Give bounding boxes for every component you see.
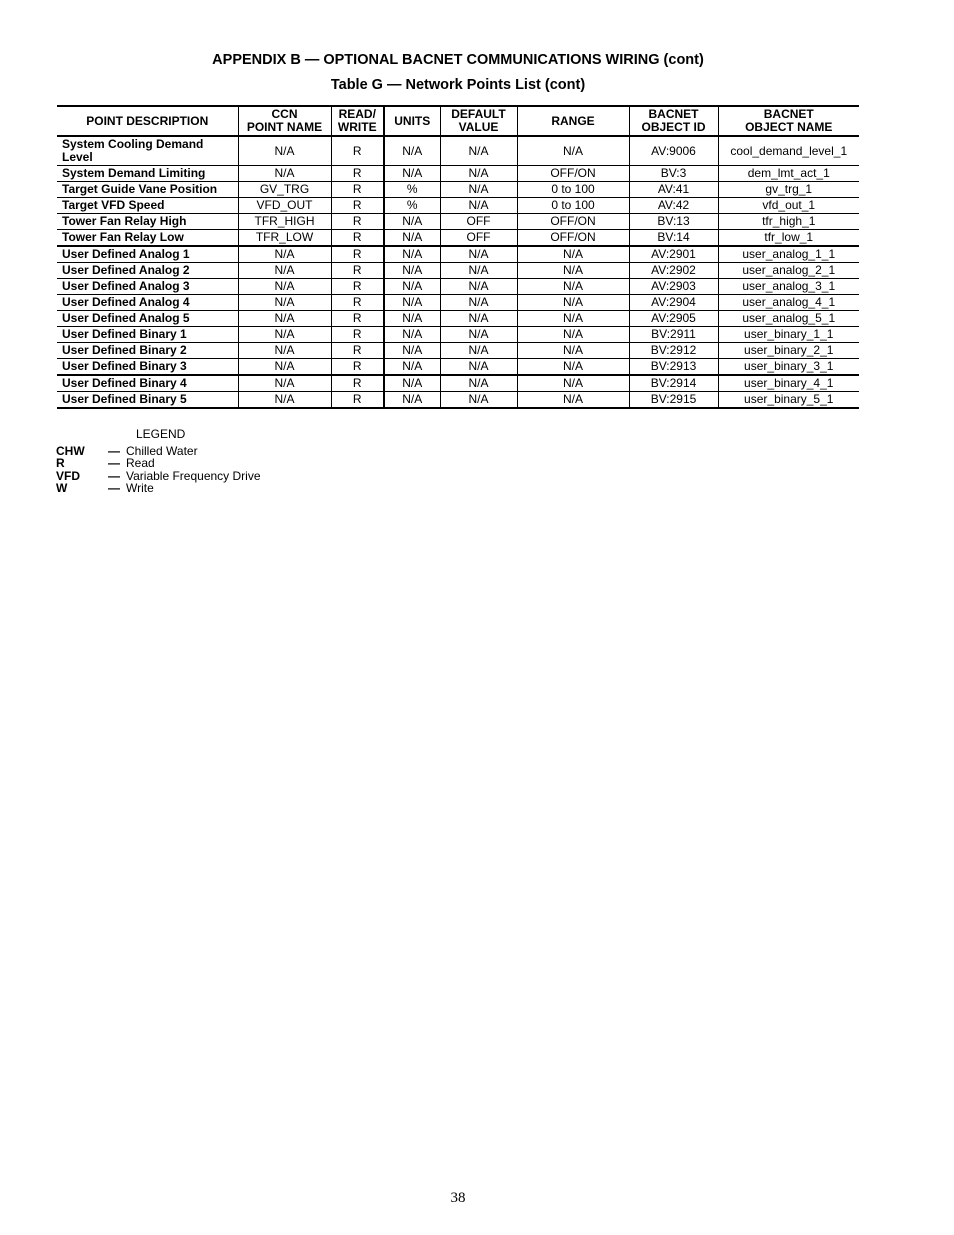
table-cell: N/A	[384, 375, 440, 392]
table-cell: OFF/ON	[517, 166, 629, 182]
legend-meaning: Variable Frequency Drive	[126, 468, 261, 483]
table-cell: %	[384, 198, 440, 214]
table-cell: Tower Fan Relay High	[57, 214, 238, 230]
table-title: Table G — Network Points List (cont)	[330, 77, 586, 93]
table-row	[57, 295, 859, 311]
table-cell: tfr_low_1	[718, 230, 859, 247]
table-cell: User Defined Analog 4	[57, 295, 238, 311]
table-cell: N/A	[384, 392, 440, 409]
legend-meaning: Read	[126, 456, 155, 470]
table-cell: AV:2905	[629, 311, 718, 327]
table-cell: N/A	[238, 246, 331, 263]
table-cell: R	[331, 166, 384, 182]
legend-item	[56, 470, 261, 483]
table-cell: dem_lmt_act_1	[718, 166, 859, 182]
table-cell: N/A	[440, 327, 517, 343]
table-cell: R	[331, 295, 384, 311]
appendix-title: APPENDIX B — OPTIONAL BACNET COMMUNICATIONS WIRING (cont)	[212, 52, 704, 68]
table-cell: N/A	[440, 166, 517, 182]
table-row	[57, 392, 859, 409]
table-cell: N/A	[517, 246, 629, 263]
table-cell: N/A	[440, 375, 517, 392]
table-cell: N/A	[517, 359, 629, 376]
table-cell: N/A	[440, 295, 517, 311]
legend	[56, 428, 261, 495]
table-cell: N/A	[440, 136, 517, 166]
table-cell: R	[331, 182, 384, 198]
table-row	[57, 198, 859, 214]
table-cell: N/A	[238, 375, 331, 392]
table-cell: AV:41	[629, 182, 718, 198]
table-cell: N/A	[440, 198, 517, 214]
legend-dash: —	[108, 481, 120, 495]
legend-abbreviation: W	[56, 481, 68, 495]
table-cell: VFD_OUT	[238, 198, 331, 214]
table-cell: N/A	[440, 359, 517, 376]
table-cell: System Demand Limiting	[57, 166, 238, 182]
table-cell: vfd_out_1	[718, 198, 859, 214]
table-cell: gv_trg_1	[718, 182, 859, 198]
table-cell: Target VFD Speed	[57, 198, 238, 214]
column-header: DEFAULT VALUE	[440, 106, 517, 136]
table-cell: N/A	[238, 279, 331, 295]
table-cell: N/A	[384, 230, 440, 247]
table-cell: R	[331, 136, 384, 166]
page-number: 38	[450, 1190, 466, 1206]
legend-abbreviation: R	[56, 456, 65, 470]
table-cell: OFF	[440, 214, 517, 230]
table-cell: N/A	[517, 279, 629, 295]
legend-meaning: Write	[126, 481, 154, 495]
table-cell: N/A	[517, 263, 629, 279]
legend-meaning: Chilled Water	[126, 443, 198, 458]
table-cell: user_binary_2_1	[718, 343, 859, 359]
table-cell: N/A	[517, 343, 629, 359]
legend-dash: —	[108, 443, 120, 458]
table-cell: user_analog_1_1	[718, 246, 859, 263]
table-cell: User Defined Binary 2	[57, 343, 238, 359]
table-cell: user_analog_5_1	[718, 311, 859, 327]
table-cell: BV:2912	[629, 343, 718, 359]
table-cell: AV:2903	[629, 279, 718, 295]
table-row	[57, 359, 859, 376]
table-cell: N/A	[384, 246, 440, 263]
table-cell: R	[331, 343, 384, 359]
table-cell: R	[331, 246, 384, 263]
table-cell: N/A	[238, 327, 331, 343]
table-cell: User Defined Analog 5	[57, 311, 238, 327]
table-row	[57, 311, 859, 327]
table-cell: N/A	[384, 359, 440, 376]
table-cell: N/A	[440, 246, 517, 263]
table-cell: OFF	[440, 230, 517, 247]
column-header: UNITS	[384, 106, 440, 136]
table-cell: N/A	[440, 279, 517, 295]
legend-item	[56, 445, 261, 458]
table-row	[57, 214, 859, 230]
table-cell: BV:14	[629, 230, 718, 247]
table-cell: N/A	[517, 375, 629, 392]
table-cell: N/A	[238, 343, 331, 359]
table-cell: N/A	[440, 182, 517, 198]
table-cell: R	[331, 375, 384, 392]
table-row	[57, 136, 859, 166]
network-points-table	[57, 105, 859, 409]
table-cell: BV:2915	[629, 392, 718, 409]
table-cell: BV:13	[629, 214, 718, 230]
table-cell: N/A	[517, 327, 629, 343]
table-cell: User Defined Analog 2	[57, 263, 238, 279]
table-cell: TFR_HIGH	[238, 214, 331, 230]
table-cell: R	[331, 359, 384, 376]
table-cell: Tower Fan Relay Low	[57, 230, 238, 247]
table-cell: N/A	[238, 166, 331, 182]
legend-title: LEGEND	[136, 427, 186, 441]
table-cell: N/A	[517, 295, 629, 311]
table-cell: R	[331, 198, 384, 214]
table-cell: N/A	[517, 311, 629, 327]
table-cell: BV:2911	[629, 327, 718, 343]
table-cell: N/A	[384, 263, 440, 279]
table-cell: N/A	[238, 136, 331, 166]
table-cell: R	[331, 263, 384, 279]
table-cell: user_analog_2_1	[718, 263, 859, 279]
table-cell: N/A	[384, 214, 440, 230]
table-row	[57, 327, 859, 343]
table-header-row	[57, 106, 859, 136]
table-cell: N/A	[384, 343, 440, 359]
table-cell: N/A	[384, 295, 440, 311]
table-cell: AV:9006	[629, 136, 718, 166]
table-cell: User Defined Analog 3	[57, 279, 238, 295]
table-cell: 0 to 100	[517, 182, 629, 198]
table-cell: N/A	[440, 343, 517, 359]
table-cell: OFF/ON	[517, 214, 629, 230]
table-cell: cool_demand_level_1	[718, 136, 859, 166]
column-header: POINT DESCRIPTION	[57, 106, 238, 136]
table-cell: R	[331, 392, 384, 409]
table-cell: User Defined Binary 4	[57, 375, 238, 392]
table-cell: User Defined Binary 5	[57, 392, 238, 409]
table-cell: System Cooling Demand Level	[57, 136, 238, 166]
table-cell: N/A	[440, 263, 517, 279]
table-cell: R	[331, 279, 384, 295]
table-cell: N/A	[384, 279, 440, 295]
table-cell: user_binary_3_1	[718, 359, 859, 376]
column-header: CCN POINT NAME	[238, 106, 331, 136]
column-header: RANGE	[517, 106, 629, 136]
table-cell: OFF/ON	[517, 230, 629, 247]
table-cell: R	[331, 311, 384, 327]
table-cell: N/A	[238, 263, 331, 279]
column-header: READ/ WRITE	[331, 106, 384, 136]
legend-abbreviation: CHW	[56, 443, 85, 458]
table-cell: N/A	[440, 392, 517, 409]
table-row	[57, 246, 859, 263]
legend-item	[56, 457, 261, 470]
table-cell: R	[331, 230, 384, 247]
legend-dash: —	[108, 468, 120, 483]
column-header: BACNET OBJECT ID	[629, 106, 718, 136]
table-cell: N/A	[384, 166, 440, 182]
table-cell: user_binary_4_1	[718, 375, 859, 392]
table-cell: BV:2913	[629, 359, 718, 376]
table-row	[57, 375, 859, 392]
table-cell: user_binary_5_1	[718, 392, 859, 409]
table-row	[57, 343, 859, 359]
table-cell: AV:2902	[629, 263, 718, 279]
table-cell: User Defined Binary 3	[57, 359, 238, 376]
table-row	[57, 279, 859, 295]
table-cell: R	[331, 327, 384, 343]
table-cell: User Defined Binary 1	[57, 327, 238, 343]
table-cell: AV:42	[629, 198, 718, 214]
table-row	[57, 166, 859, 182]
table-cell: N/A	[384, 311, 440, 327]
legend-item	[56, 482, 261, 495]
table-cell: BV:2914	[629, 375, 718, 392]
table-cell: user_analog_3_1	[718, 279, 859, 295]
table-cell: N/A	[384, 136, 440, 166]
table-row	[57, 182, 859, 198]
column-header: BACNET OBJECT NAME	[718, 106, 859, 136]
legend-dash: —	[108, 456, 120, 470]
table-cell: N/A	[517, 392, 629, 409]
table-cell: N/A	[384, 327, 440, 343]
table-cell: tfr_high_1	[718, 214, 859, 230]
table-cell: %	[384, 182, 440, 198]
table-cell: R	[331, 214, 384, 230]
table-cell: GV_TRG	[238, 182, 331, 198]
table-cell: N/A	[238, 295, 331, 311]
table-cell: N/A	[238, 311, 331, 327]
table-cell: N/A	[238, 359, 331, 376]
table-cell: User Defined Analog 1	[57, 246, 238, 263]
table-cell: N/A	[238, 392, 331, 409]
table-cell: BV:3	[629, 166, 718, 182]
table-row	[57, 263, 859, 279]
table-cell: AV:2901	[629, 246, 718, 263]
legend-abbreviation: VFD	[56, 468, 80, 483]
table-cell: user_analog_4_1	[718, 295, 859, 311]
table-cell: N/A	[440, 311, 517, 327]
table-cell: user_binary_1_1	[718, 327, 859, 343]
table-cell: Target Guide Vane Position	[57, 182, 238, 198]
table-cell: N/A	[517, 136, 629, 166]
table-cell: AV:2904	[629, 295, 718, 311]
table-row	[57, 230, 859, 247]
table-cell: TFR_LOW	[238, 230, 331, 247]
table-cell: 0 to 100	[517, 198, 629, 214]
